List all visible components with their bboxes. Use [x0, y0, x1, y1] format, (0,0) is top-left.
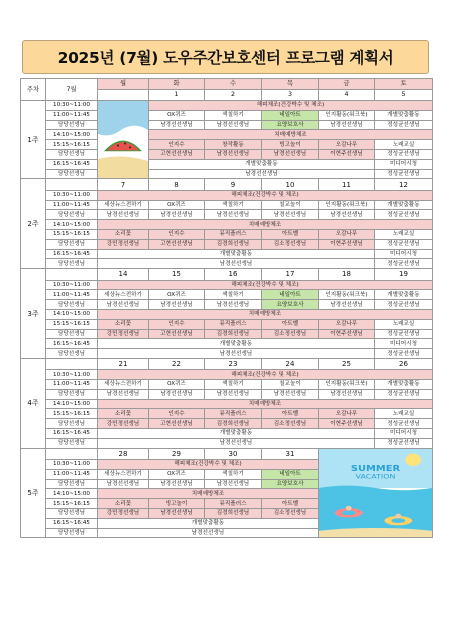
- date-cell: 3: [262, 90, 319, 101]
- program-cell: 개별맞춤활동: [375, 110, 433, 120]
- vacation-text: VACATION: [355, 472, 396, 481]
- date-cell: 21: [98, 358, 149, 369]
- program-cell: 소리꽃: [98, 319, 149, 329]
- date-cell: 24: [262, 358, 319, 369]
- schedule-row: [21, 280, 433, 290]
- date-cell: 5: [375, 90, 433, 101]
- schedule-row: [21, 290, 433, 300]
- schedule-row: [21, 120, 433, 130]
- teacher-cell: 남경선선생님: [262, 389, 319, 399]
- teacher-label: 담당선생님: [46, 479, 98, 489]
- program-banner: 치매예방체조: [98, 399, 433, 409]
- date-row: [21, 269, 433, 280]
- teacher-cell: 강민정선생님: [98, 239, 149, 249]
- teacher-cell: 남경선선생님: [262, 149, 319, 159]
- program-banner: 개별맞춤활동: [98, 429, 375, 439]
- program-cell: 인지활동(워크북): [319, 200, 375, 210]
- date-row: [21, 448, 433, 459]
- date-cell: 15: [149, 269, 205, 280]
- schedule-row: [21, 349, 433, 359]
- time-slot: 16:15~16:45: [46, 159, 98, 169]
- teacher-cell: 남경선선생님: [205, 120, 262, 130]
- schedule-row: [21, 249, 433, 259]
- teacher-cell: 남경선선생님: [149, 210, 205, 220]
- saturday-program: 미디어시청: [375, 249, 433, 259]
- time-slot: 15:15~16:15: [46, 319, 98, 329]
- program-cell: OX퀴즈: [149, 380, 205, 390]
- teacher-cell: 남경선선생님: [262, 210, 319, 220]
- program-banner: 치매예방체조: [98, 309, 433, 319]
- teacher-cell: 고현선선생님: [149, 239, 205, 249]
- program-cell: 네일아트: [262, 290, 319, 300]
- blank-cell: [46, 448, 98, 459]
- date-cell: 28: [98, 448, 149, 459]
- time-slot: 14:10~15:00: [46, 130, 98, 140]
- program-cell: 색칠하기: [205, 110, 262, 120]
- program-cell: 인지수: [149, 409, 205, 419]
- teacher-cell: 요양보호사: [262, 300, 319, 310]
- program-cell: 네일아트: [262, 110, 319, 120]
- program-cell: OX퀴즈: [149, 469, 205, 479]
- teacher-cell: 남경선선생님: [205, 210, 262, 220]
- program-banner: 치매예방체조: [149, 130, 433, 140]
- saturday-program: 미디어시청: [375, 429, 433, 439]
- weekday-header: 화: [149, 79, 205, 90]
- schedule-row: [21, 319, 433, 329]
- teacher-cell: 김소정선생님: [262, 329, 319, 339]
- time-slot: 16:15~16:45: [46, 339, 98, 349]
- teacher-cell: 김소정선생님: [262, 239, 319, 249]
- time-slot: 11:00~11:45: [46, 110, 98, 120]
- program-cell: 칠교놀이: [262, 200, 319, 210]
- teacher-cell: 남경선선생님: [149, 300, 205, 310]
- teacher-cell: 남경선선생님: [205, 149, 262, 159]
- program-cell: 뮤직플러스: [205, 499, 262, 509]
- schedule-row: [21, 329, 433, 339]
- program-cell: 인지수: [149, 140, 205, 150]
- teacher-cell: 정성균선생님: [375, 329, 433, 339]
- teacher-cell: 남경선선생님: [98, 479, 149, 489]
- time-slot: 14:10~15:00: [46, 399, 98, 409]
- program-cell: 개별맞춤활동: [375, 380, 433, 390]
- date-cell: 30: [205, 448, 262, 459]
- date-cell: 16: [205, 269, 262, 280]
- teacher-cell: 요양보호사: [262, 120, 319, 130]
- program-cell: 칠교놀이: [262, 380, 319, 390]
- week-column-header: 주차: [21, 79, 46, 101]
- program-cell: 색칠하기: [205, 380, 262, 390]
- week-label: 1주: [21, 101, 46, 179]
- program-cell: 뮤직플러스: [205, 409, 262, 419]
- teacher-cell: 이현주선생님: [319, 419, 375, 429]
- program-cell: 노래교실: [375, 140, 433, 150]
- schedule-row: [21, 190, 433, 200]
- program-banner: 해피체조(건강박수 및 체조): [149, 101, 433, 111]
- schedule-row: [21, 101, 433, 111]
- date-cell: 17: [262, 269, 319, 280]
- date-cell: 9: [205, 179, 262, 190]
- teacher-cell: 이현주선생님: [319, 239, 375, 249]
- program-cell: 인지활동(워크북): [319, 110, 375, 120]
- schedule-row: [21, 300, 433, 310]
- teacher-cell: 정성균선생님: [375, 438, 433, 448]
- program-banner: 개별맞춤활동: [98, 518, 319, 528]
- teacher-label: 담당선생님: [46, 349, 98, 359]
- schedule-row: [21, 130, 433, 140]
- program-cell: 소리꽃: [98, 409, 149, 419]
- teacher-cell: 이현주선생님: [319, 149, 375, 159]
- weekday-header: 수: [205, 79, 262, 90]
- schedule-row: [21, 169, 433, 179]
- teacher-banner: 남경선선생님: [98, 259, 375, 269]
- program-banner: 개별맞춤활동: [98, 249, 375, 259]
- program-cell: 개별맞춤활동: [375, 200, 433, 210]
- week-label: 3주: [21, 269, 46, 359]
- program-cell: 아트벨: [262, 409, 319, 419]
- program-banner: 개별맞춤활동: [98, 339, 375, 349]
- schedule-row: [21, 399, 433, 409]
- saturday-program: 미디어시청: [375, 159, 433, 169]
- program-cell: 창작활동: [205, 140, 262, 150]
- schedule-row: [21, 370, 433, 380]
- time-slot: 15:15~16:15: [46, 409, 98, 419]
- teacher-cell: 정성균선생님: [375, 259, 433, 269]
- teacher-banner: 남경선선생님: [98, 349, 375, 359]
- schedule-row: [21, 429, 433, 439]
- teacher-cell: 김소정선생님: [262, 509, 319, 519]
- teacher-label: 담당선생님: [46, 419, 98, 429]
- program-cell: 인지활동(워크북): [319, 380, 375, 390]
- teacher-cell: 이현주선생님: [319, 329, 375, 339]
- teacher-banner: 남경선선생님: [98, 528, 319, 538]
- time-slot: 10:30~11:00: [46, 101, 98, 111]
- time-slot: 10:30~11:00: [46, 190, 98, 200]
- teacher-label: 담당선생님: [46, 528, 98, 538]
- teacher-label: 담당선생님: [46, 210, 98, 220]
- schedule-row: [21, 339, 433, 349]
- date-cell: 1: [149, 90, 205, 101]
- schedule-row: [21, 259, 433, 269]
- date-row: [21, 179, 433, 190]
- teacher-label: 담당선생님: [46, 300, 98, 310]
- program-cell: 인지수: [149, 319, 205, 329]
- date-cell: 23: [205, 358, 262, 369]
- header-row: [21, 79, 433, 90]
- teacher-cell: 남경선선생님: [319, 389, 375, 399]
- teacher-label: 담당선생님: [46, 438, 98, 448]
- teacher-cell: 김경희선생님: [205, 509, 262, 519]
- teacher-cell: 김경희선생님: [205, 419, 262, 429]
- time-slot: 10:30~11:00: [46, 460, 98, 470]
- teacher-label: 담당선생님: [46, 169, 98, 179]
- date-cell: 14: [98, 269, 149, 280]
- week-label: 5주: [21, 448, 46, 538]
- program-cell: 아트벨: [262, 319, 319, 329]
- teacher-banner: 남경선선생님: [149, 169, 375, 179]
- time-slot: 16:15~16:45: [46, 429, 98, 439]
- time-slot: 15:15~16:15: [46, 229, 98, 239]
- time-slot: 15:15~16:15: [46, 499, 98, 509]
- teacher-cell: 정성균선생님: [375, 349, 433, 359]
- program-cell: 오감나무: [319, 229, 375, 239]
- schedule-row: [21, 309, 433, 319]
- teacher-cell: 남경선선생님: [98, 389, 149, 399]
- teacher-label: 담당선생님: [46, 329, 98, 339]
- program-cell: 세상뉴스전하기: [98, 200, 149, 210]
- teacher-label: 담당선생님: [46, 149, 98, 159]
- teacher-label: 담당선생님: [46, 389, 98, 399]
- teacher-cell: 남경선선생님: [319, 210, 375, 220]
- month-label: 7월: [46, 79, 98, 101]
- time-slot: 14:10~15:00: [46, 220, 98, 230]
- program-cell: 네일아트: [262, 469, 319, 479]
- program-cell: 색칠하기: [205, 290, 262, 300]
- time-slot: 15:15~16:15: [46, 140, 98, 150]
- program-cell: 소리꽃: [98, 229, 149, 239]
- saturday-program: 미디어시청: [375, 339, 433, 349]
- teacher-cell: 고현선선생님: [149, 419, 205, 429]
- time-slot: 11:00~11:45: [46, 290, 98, 300]
- program-cell: 세상뉴스전하기: [98, 290, 149, 300]
- time-slot: 11:00~11:45: [46, 200, 98, 210]
- teacher-cell: 김경희선생님: [205, 239, 262, 249]
- program-cell: 소리꽃: [98, 499, 149, 509]
- blank-cell: [46, 179, 98, 190]
- time-slot: 14:10~15:00: [46, 309, 98, 319]
- date-cell: 31: [262, 448, 319, 459]
- program-cell: 빙고놀이: [149, 499, 205, 509]
- program-cell: 아트벨: [262, 499, 319, 509]
- teacher-cell: 남경선선생님: [205, 389, 262, 399]
- schedule-row: [21, 159, 433, 169]
- date-cell: 2: [205, 90, 262, 101]
- teacher-label: 담당선생님: [46, 259, 98, 269]
- date-cell: 19: [375, 269, 433, 280]
- date-cell: 26: [375, 358, 433, 369]
- teacher-cell: 남경선선생님: [149, 120, 205, 130]
- teacher-cell: 정성균선생님: [375, 419, 433, 429]
- teacher-label: 담당선생님: [46, 509, 98, 519]
- teacher-cell: 강민정선생님: [98, 329, 149, 339]
- time-slot: 14:10~15:00: [46, 489, 98, 499]
- program-cell: 뮤직플러스: [205, 229, 262, 239]
- program-cell: 오감나무: [319, 409, 375, 419]
- teacher-cell: 남경선선생님: [98, 300, 149, 310]
- date-cell: 10: [262, 179, 319, 190]
- time-slot: 10:30~11:00: [46, 280, 98, 290]
- teacher-cell: 김경희선생님: [205, 329, 262, 339]
- teacher-cell: 남경선선생님: [149, 509, 205, 519]
- program-banner: 치매예방체조: [98, 489, 319, 499]
- teacher-cell: 정성균선생님: [375, 239, 433, 249]
- program-cell: OX퀴즈: [149, 200, 205, 210]
- time-slot: 11:00~11:45: [46, 469, 98, 479]
- teacher-cell: 남경선선생님: [319, 120, 375, 130]
- teacher-cell: 정성균선생님: [375, 210, 433, 220]
- schedule-row: [21, 210, 433, 220]
- schedule-row: [21, 149, 433, 159]
- teacher-cell: 정성균선생님: [375, 300, 433, 310]
- teacher-cell: 남경선선생님: [319, 300, 375, 310]
- date-cell: 29: [149, 448, 205, 459]
- time-slot: 11:00~11:45: [46, 380, 98, 390]
- schedule-row: [21, 229, 433, 239]
- teacher-label: 담당선생님: [46, 120, 98, 130]
- program-cell: 색칠하기: [205, 200, 262, 210]
- schedule-table: [20, 78, 433, 538]
- program-cell: 세상뉴스전하기: [98, 380, 149, 390]
- weekday-header: 목: [262, 79, 319, 90]
- schedule-row: [21, 419, 433, 429]
- time-slot: 16:15~16:45: [46, 249, 98, 259]
- teacher-cell: 정성균선생님: [375, 389, 433, 399]
- time-slot: 10:30~11:00: [46, 370, 98, 380]
- program-banner: 해피체조(건강박수 및 체조): [98, 370, 433, 380]
- teacher-cell: 요양보호사: [262, 479, 319, 489]
- teacher-cell: 남경선선생님: [149, 479, 205, 489]
- program-banner: 치매예방체조: [98, 220, 433, 230]
- watermelon-illustration: [98, 101, 149, 179]
- program-cell: 색칠하기: [205, 469, 262, 479]
- program-banner: 해피체조(건강박수 및 체조): [98, 280, 433, 290]
- teacher-cell: 강민정선생님: [98, 509, 149, 519]
- schedule-row: [21, 220, 433, 230]
- blank-cell: [46, 269, 98, 280]
- program-cell: 노래교실: [375, 409, 433, 419]
- schedule-row: [21, 239, 433, 249]
- schedule-row: [21, 200, 433, 210]
- date-cell: 8: [149, 179, 205, 190]
- date-cell: 22: [149, 358, 205, 369]
- week-label: 4주: [21, 358, 46, 448]
- date-cell: [98, 90, 149, 101]
- teacher-banner: 남경선선생님: [98, 438, 375, 448]
- program-cell: OX퀴즈: [149, 110, 205, 120]
- program-banner: 개별맞춤활동: [149, 159, 375, 169]
- page-title: 2025년 (7월) 도우주간보호센터 프로그램 계획서: [22, 40, 429, 74]
- time-slot: 16:15~16:45: [46, 518, 98, 528]
- date-cell: 18: [319, 269, 375, 280]
- blank-cell: [46, 358, 98, 369]
- program-cell: 오감나무: [319, 140, 375, 150]
- date-row: [21, 358, 433, 369]
- teacher-cell: 남경선선생님: [98, 210, 149, 220]
- program-cell: 아트벨: [262, 229, 319, 239]
- teacher-cell: 정성균선생님: [375, 149, 433, 159]
- summer-text: SUMMER: [350, 464, 401, 474]
- schedule-row: [21, 110, 433, 120]
- teacher-cell: 정성균선생님: [375, 120, 433, 130]
- teacher-cell: 고현선선생님: [149, 329, 205, 339]
- schedule-row: [21, 389, 433, 399]
- program-cell: OX퀴즈: [149, 290, 205, 300]
- schedule-row: [21, 380, 433, 390]
- program-cell: 빙고놀이: [262, 140, 319, 150]
- teacher-label: 담당선생님: [46, 239, 98, 249]
- date-cell: 25: [319, 358, 375, 369]
- date-cell: 4: [319, 90, 375, 101]
- teacher-cell: 남경선선생님: [205, 479, 262, 489]
- program-cell: 세상뉴스전하기: [98, 469, 149, 479]
- teacher-cell: 김소정선생님: [262, 419, 319, 429]
- teacher-cell: 고현선선생님: [149, 149, 205, 159]
- program-cell: 인지활동(워크북): [319, 290, 375, 300]
- date-cell: 11: [319, 179, 375, 190]
- date-cell: 12: [375, 179, 433, 190]
- teacher-cell: 남경선선생님: [205, 300, 262, 310]
- teacher-cell: 남경선선생님: [149, 389, 205, 399]
- schedule-row: [21, 140, 433, 150]
- program-cell: 노래교실: [375, 319, 433, 329]
- program-cell: 뮤직플러스: [205, 319, 262, 329]
- week-label: 2주: [21, 179, 46, 269]
- weekday-header: 토: [375, 79, 433, 90]
- date-cell: 7: [98, 179, 149, 190]
- program-cell: 노래교실: [375, 229, 433, 239]
- schedule-row: [21, 438, 433, 448]
- program-banner: 해피체조(건강박수 및 체조): [98, 190, 433, 200]
- summer-vacation-illustration: [319, 448, 433, 538]
- teacher-cell: 정성균선생님: [375, 169, 433, 179]
- teacher-cell: 강민정선생님: [98, 419, 149, 429]
- schedule-row: [21, 409, 433, 419]
- program-cell: 인지수: [149, 229, 205, 239]
- program-cell: 오감나무: [319, 319, 375, 329]
- weekday-header: 월: [98, 79, 149, 90]
- weekday-header: 금: [319, 79, 375, 90]
- program-banner: 해피체조(건강박수 및 체조): [98, 460, 319, 470]
- program-cell: 개별맞춤활동: [375, 290, 433, 300]
